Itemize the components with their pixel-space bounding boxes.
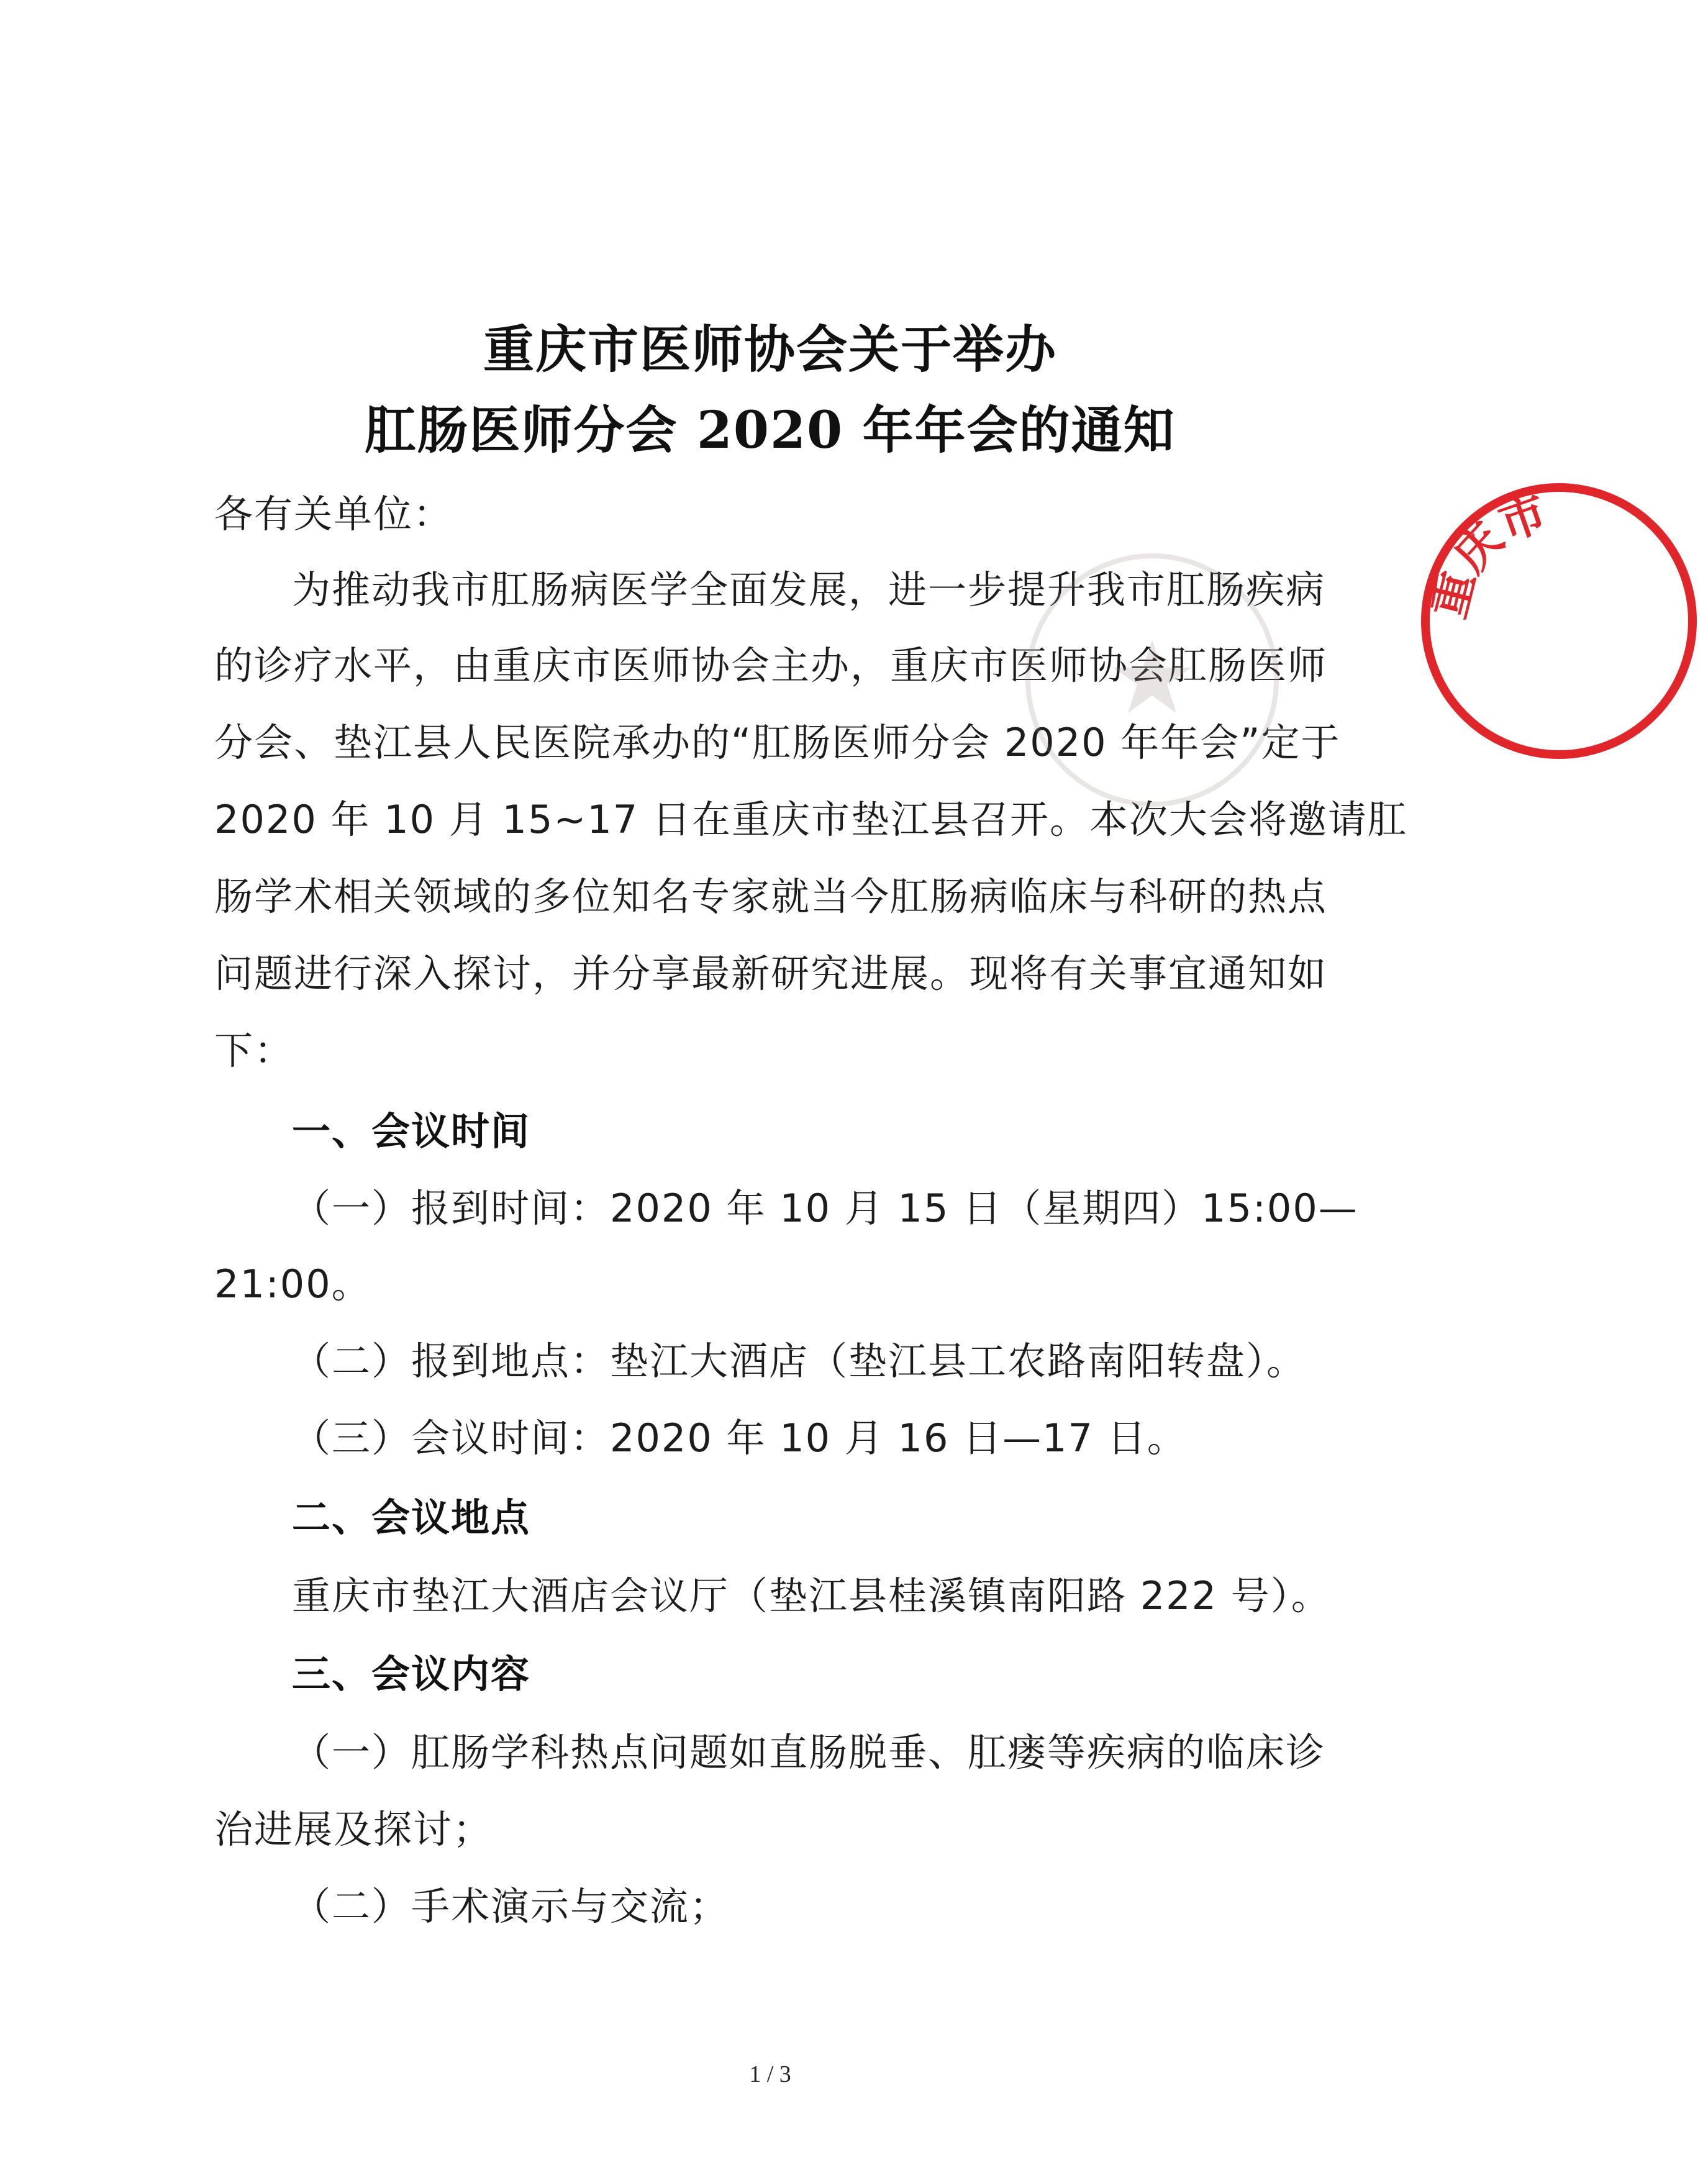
- section1-item1-line1: （一）报到时间：2020 年 10 月 15 日（星期四）15:00—: [292, 1186, 1358, 1231]
- section1-item2: （二）报到地点：垫江大酒店（垫江县工农路南阳转盘）。: [292, 1338, 1307, 1384]
- section3-item1-line1: （一）肛肠学科热点问题如直肠脱垂、肛瘘等疾病的临床诊: [292, 1730, 1326, 1775]
- section3-item1-line2: 治进展及探讨；: [214, 1807, 493, 1852]
- section3-item2: （二）手术演示与交流；: [292, 1884, 730, 1929]
- intro-line-5: 肠学术相关领域的多位知名专家就当今肛肠病临床与科研的热点: [214, 874, 1328, 919]
- seal-text: 重庆市: [1422, 486, 1554, 624]
- intro-line-1: 为推动我市肛肠病医学全面发展，进一步提升我市肛肠疾病: [292, 567, 1326, 612]
- intro-line-3: 分会、垫江县人民医院承办的“肛肠医师分会 2020 年年会”定于: [214, 720, 1341, 765]
- salutation: 各有关单位：: [214, 491, 453, 537]
- intro-line-2: 的诊疗水平，由重庆市医师协会主办，重庆市医师协会肛肠医师: [214, 643, 1328, 688]
- section2-text: 重庆市垫江大酒店会议厅（垫江县桂溪镇南阳路 222 号）。: [292, 1573, 1331, 1618]
- intro-line-7: 下：: [214, 1028, 294, 1073]
- page-number: 1 / 3: [749, 2061, 791, 2087]
- intro-line-4: 2020 年 10 月 15~17 日在重庆市垫江县召开。本次大会将邀请肛: [214, 797, 1407, 842]
- document-title-line-2: 肛肠医师分会 2020 年年会的通知: [365, 401, 1176, 460]
- faint-seal-image: [1019, 547, 1286, 814]
- section1-item1-line2: 21:00。: [214, 1261, 371, 1307]
- section-heading-location: 二、会议地点: [292, 1495, 531, 1540]
- section-heading-content: 三、会议内容: [292, 1651, 531, 1697]
- document-title-line-1: 重庆市医师协会关于举办: [483, 320, 1057, 379]
- section1-item3: （三）会议时间：2020 年 10 月 16 日—17 日。: [292, 1415, 1187, 1461]
- official-seal: [1410, 472, 1708, 770]
- section-heading-time: 一、会议时间: [292, 1109, 531, 1154]
- intro-line-6: 问题进行深入探讨，并分享最新研究进展。现将有关事宜通知如: [214, 951, 1328, 996]
